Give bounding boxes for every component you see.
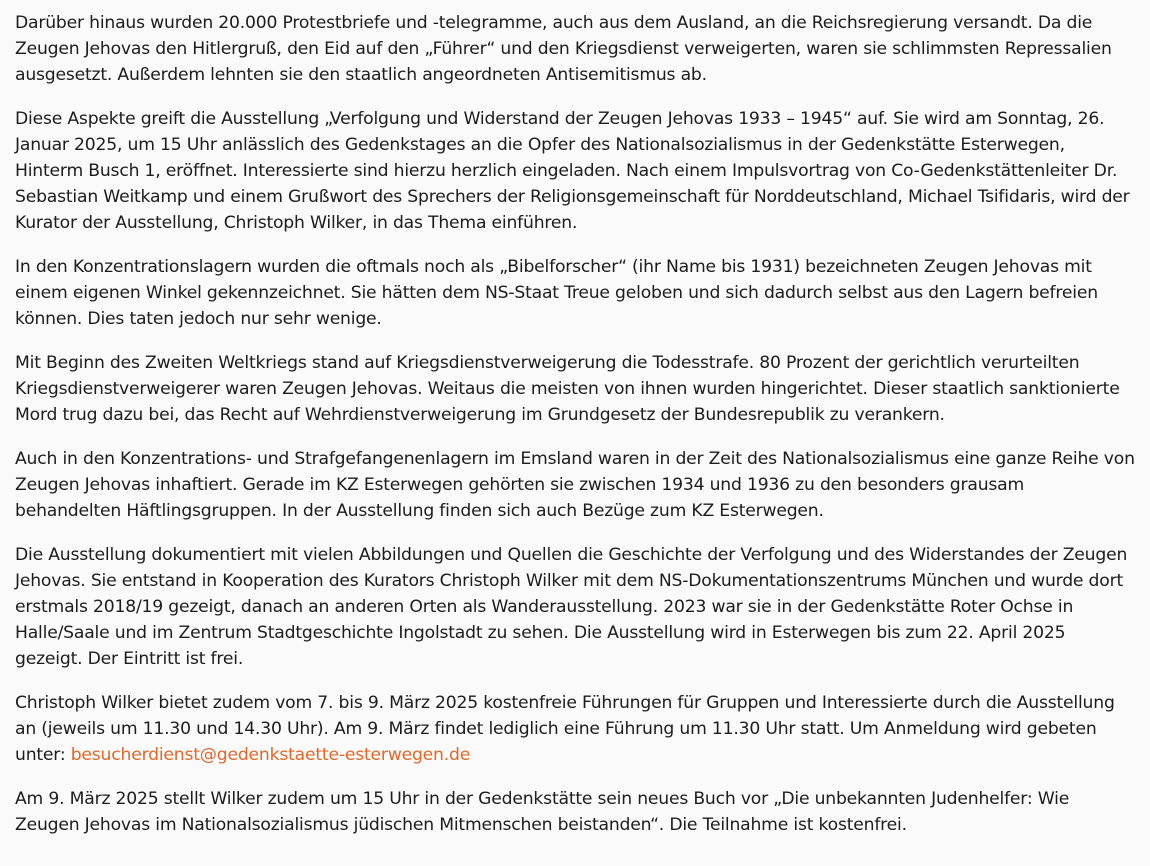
paragraph-emsland-camps: Auch in den Konzentrations- und Strafgefangenenlagern im Emsland waren in der Zeit des Nationalsozialismus eine ganze Reihe von Zeugen Jehovas inhaftiert. Gerade im KZ Esterwegen gehörten sie zwischen 1934 und 1936 zu den besonders grausam behandelten Häftlingsgruppen. In der Ausstellung finden sich auch Bezüge zum KZ Esterwegen. bbox=[15, 449, 1135, 521]
paragraph-exhibition-history: Die Ausstellung dokumentiert mit vielen Abbildungen und Quellen die Geschichte der Verfolgung und des Widerstandes der Zeugen Jehovas. Sie entstand in Kooperation des Kurators Christoph Wilker mit dem NS-Dokumentationszentrums München und wurde dort erstmals 2018/19 gezeigt, danach an anderen Orten als Wanderausstellung. 2023 war sie in der Gedenkstätte Roter Ochse in Halle/Saale und im Zentrum Stadtgeschichte Ingolstadt zu sehen. Die Ausstellung wird in Esterwegen bis zum 22. April 2025 gezeigt. Der Eintritt ist frei. bbox=[15, 545, 1128, 669]
paragraph-protest-letters: Darüber hinaus wurden 20.000 Protestbriefe und -telegramme, auch aus dem Ausland, an die Reichsregierung versandt. Da die Zeugen Jehovas den Hitlergruß, den Eid auf den „Führer“ und den Kriegsdienst verweigerten, waren sie schlimmsten Repressalien ausgesetzt. Außerdem lehnten sie den staatlich angeordneten Antisemitismus ab. bbox=[15, 13, 1112, 85]
paragraph-concentration-camps: In den Konzentrationslagern wurden die oftmals noch als „Bibelforscher“ (ihr Name bis 1931) bezeichneten Zeugen Jehovas mit einem eigenen Winkel gekennzeichnet. Sie hätten dem NS-Staat Treue geloben und sich dadurch selbst aus den Lagern befreien können. Dies taten jedoch nur sehr wenige. bbox=[15, 257, 1098, 329]
paragraph-book-presentation: Am 9. März 2025 stellt Wilker zudem um 15 Uhr in der Gedenkstätte sein neues Buch vor „Die unbekannten Judenhelfer: Wie Zeugen Jehovas im Nationalsozialismus jüdischen Mitmenschen beistanden“. Die Teilnahme ist kostenfrei. bbox=[15, 789, 1070, 835]
guided-tours-text: Christoph Wilker bietet zudem vom 7. bis 9. März 2025 kostenfreie Führungen für Gruppen und Interessierte durch die Ausstellung an (jeweils um 11.30 und 14.30 Uhr). Am 9. März findet lediglich eine Führung um 11.30 Uhr statt. Um Anmeldung wird gebeten unter: bbox=[15, 693, 1115, 765]
email-link[interactable]: besucherdienst@gedenkstaette-esterwegen.de bbox=[70, 745, 471, 765]
paragraph-exhibition-opening: Diese Aspekte greift die Ausstellung „Verfolgung und Widerstand der Zeugen Jehovas 1933 – 1945“ auf. Sie wird am Sonntag, 26. Januar 2025, um 15 Uhr anlässlich des Gedenkstages an die Opfer des Nationalsozialismus in der Gedenkstätte Esterwegen, Hinterm Busch 1, eröffnet. Interessierte sind hierzu herzlich eingeladen. Nach einem Impulsvortrag von Co-Gedenkstättenleiter Dr. Sebastian Weitkamp und einem Grußwort des Sprechers der Religionsgemeinschaft für Norddeutschland, Michael Tsifidaris, wird der Kurator der Ausstellung, Christoph Wilker, in das Thema einführen. bbox=[15, 109, 1130, 233]
paragraph-guided-tours bbox=[15, 690, 1135, 768]
paragraph-conscientious-objection: Mit Beginn des Zweiten Weltkriegs stand auf Kriegsdienstverweigerung die Todesstrafe. 80 Prozent der gerichtlich verurteilten Kriegsdienstverweigerer waren Zeugen Jehovas. Weitaus die meisten von ihnen wurden hingerichtet. Dieser staatlich sanktionierte Mord trug dazu bei, das Recht auf Wehrdienstverweigerung im Grundgesetz der Bundesrepublik zu verankern. bbox=[15, 353, 1120, 425]
